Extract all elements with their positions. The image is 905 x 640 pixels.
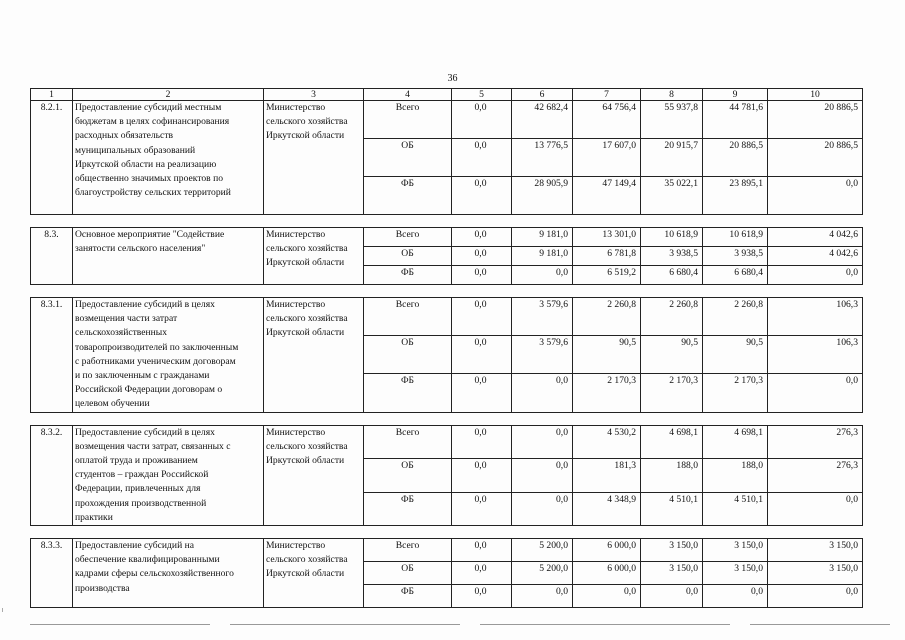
item-title-line: Основное мероприятие "Содействие	[75, 229, 225, 240]
col-header: 1	[31, 89, 73, 101]
value-cell: 0,0	[768, 492, 863, 525]
item-code: 8.3.3.	[31, 539, 73, 608]
value-cell: 276,3	[768, 425, 863, 458]
item-title-line: обеспечение квалифицированными	[75, 554, 220, 566]
value-cell: 6 781,8	[573, 247, 641, 266]
col-header: 4	[364, 89, 452, 101]
executor-line: Иркутской области	[266, 327, 345, 339]
column-number-header	[31, 89, 863, 101]
value-cell: 0,0	[768, 374, 863, 412]
value-cell: 188,0	[703, 459, 768, 492]
page-number: 36	[447, 73, 458, 84]
value-cell: 0,0	[703, 585, 768, 608]
item-title-line: муниципальных образований	[75, 144, 196, 156]
value-cell: 2 170,3	[573, 374, 641, 412]
value-cell: 47 149,4	[573, 177, 641, 215]
item-title-line: общественно значимых проектов по	[75, 173, 224, 185]
value-cell: 0,0	[452, 425, 512, 458]
value-cell: 0,0	[452, 228, 512, 247]
footer-rule	[230, 624, 460, 625]
funding-source: ФБ	[364, 266, 452, 285]
item-title-line: сельскохозяйственных	[75, 327, 168, 339]
item-title-line: и по заключенным с гражданами	[75, 370, 210, 382]
item-title-line: Предоставление субсидий местным	[75, 102, 222, 113]
value-cell: 6 000,0	[573, 539, 641, 562]
executor	[264, 228, 364, 285]
value-cell: 3 150,0	[703, 562, 768, 585]
item-title	[73, 298, 264, 413]
value-cell: 2 260,8	[573, 298, 641, 336]
value-cell: 2 170,3	[641, 374, 703, 412]
funding-source: Всего	[364, 425, 452, 458]
funding-source: Всего	[364, 228, 452, 247]
item-title-line: Предоставление субсидий в целях	[75, 299, 215, 310]
funding-source: ОБ	[364, 247, 452, 266]
value-cell: 4 510,1	[703, 492, 768, 525]
item-title	[73, 101, 264, 215]
value-cell: 2 170,3	[703, 374, 768, 412]
item-title-line: кадрами сферы сельскохозяйственного	[75, 568, 234, 580]
executor	[264, 101, 364, 215]
value-cell: 2 260,8	[641, 298, 703, 336]
budget-table	[30, 88, 863, 608]
spacer-cell	[31, 412, 863, 425]
item-title-line: возмещения части затрат, связанных с	[75, 440, 231, 452]
item-title-line: бюджетам в целях софинансирования	[75, 116, 230, 128]
item-title-line: практики	[75, 511, 113, 523]
value-cell: 3 150,0	[641, 562, 703, 585]
spacer-cell	[31, 526, 863, 539]
executor-line: Министерство	[266, 540, 326, 552]
value-cell: 4 530,2	[573, 425, 641, 458]
item-title-line: возмещения части затрат	[75, 313, 178, 325]
item-title-line: Иркутской области на реализацию	[75, 158, 217, 170]
value-cell: 55 937,8	[641, 101, 703, 139]
value-cell: 0,0	[452, 492, 512, 525]
executor	[264, 539, 364, 608]
col-header: 7	[573, 89, 641, 101]
group-spacer	[31, 285, 863, 298]
value-cell: 3 579,6	[512, 298, 573, 336]
scan-mark	[2, 608, 3, 612]
value-cell: 0,0	[768, 585, 863, 608]
funding-source: ФБ	[364, 374, 452, 412]
group-spacer	[31, 526, 863, 539]
funding-source: ОБ	[364, 139, 452, 177]
value-cell: 188,0	[641, 459, 703, 492]
col-header: 5	[452, 89, 512, 101]
col-header: 3	[264, 89, 364, 101]
value-cell: 4 042,6	[768, 228, 863, 247]
value-cell: 3 150,0	[768, 539, 863, 562]
value-cell: 9 181,0	[512, 228, 573, 247]
value-cell: 20 886,5	[703, 139, 768, 177]
funding-source: ОБ	[364, 562, 452, 585]
item-title-line: Предоставление субсидий в целях	[75, 426, 215, 438]
value-cell: 3 938,5	[703, 247, 768, 266]
value-cell: 0,0	[452, 177, 512, 215]
item-code: 8.3.1.	[31, 298, 73, 413]
value-cell: 0,0	[512, 585, 573, 608]
executor	[264, 298, 364, 413]
group-spacer	[31, 412, 863, 425]
executor-line: сельского хозяйства	[266, 243, 348, 255]
value-cell: 42 682,4	[512, 101, 573, 139]
group-spacer	[31, 215, 863, 228]
value-cell: 90,5	[703, 336, 768, 374]
value-cell: 5 200,0	[512, 539, 573, 562]
item-title-line: оплатой труда и проживанием	[75, 455, 198, 467]
col-header: 10	[768, 89, 863, 101]
table-row	[31, 101, 863, 139]
funding-source: ОБ	[364, 459, 452, 492]
item-title	[73, 425, 264, 525]
funding-source: ФБ	[364, 585, 452, 608]
value-cell: 10 618,9	[641, 228, 703, 247]
value-cell: 276,3	[768, 459, 863, 492]
value-cell: 3 150,0	[641, 539, 703, 562]
executor-line: сельского хозяйства	[266, 554, 348, 566]
value-cell: 13 301,0	[573, 228, 641, 247]
executor-line: Иркутской области	[266, 257, 345, 269]
executor-line: сельского хозяйства	[266, 440, 348, 452]
item-title	[73, 539, 264, 608]
value-cell: 0,0	[452, 101, 512, 139]
executor-line: Министерство	[266, 426, 326, 438]
value-cell: 106,3	[768, 336, 863, 374]
value-cell: 4 042,6	[768, 247, 863, 266]
value-cell: 90,5	[573, 336, 641, 374]
item-title-line: Предоставление субсидий на	[75, 540, 194, 552]
item-title-line: с работниками ученическим договорам	[75, 355, 236, 367]
value-cell: 6 680,4	[641, 266, 703, 285]
item-title-line: занятости сельского населения"	[75, 243, 206, 255]
executor-line: сельского хозяйства	[266, 313, 348, 325]
footer-rule	[30, 624, 210, 625]
value-cell: 5 200,0	[512, 562, 573, 585]
value-cell: 4 348,9	[573, 492, 641, 525]
item-title	[73, 228, 264, 285]
item-code: 8.3.	[31, 228, 73, 285]
value-cell: 0,0	[768, 266, 863, 285]
value-cell: 90,5	[641, 336, 703, 374]
value-cell: 6 000,0	[573, 562, 641, 585]
item-title-line: товаропроизводителей по заключенным	[75, 341, 239, 353]
item-title-line: благоустройству сельских территорий	[75, 187, 231, 199]
col-header: 6	[512, 89, 573, 101]
value-cell: 20 886,5	[768, 139, 863, 177]
funding-source: ФБ	[364, 177, 452, 215]
item-title-line: расходных обязательств	[75, 130, 174, 142]
item-title-line: прохождения производственной	[75, 497, 207, 509]
value-cell: 0,0	[452, 266, 512, 285]
item-title-line: Федерации, привлеченных для	[75, 483, 201, 495]
value-cell: 6 680,4	[703, 266, 768, 285]
value-cell: 17 607,0	[573, 139, 641, 177]
value-cell: 4 510,1	[641, 492, 703, 525]
value-cell: 0,0	[512, 374, 573, 412]
value-cell: 0,0	[512, 266, 573, 285]
value-cell: 0,0	[512, 425, 573, 458]
value-cell: 2 260,8	[703, 298, 768, 336]
value-cell: 9 181,0	[512, 247, 573, 266]
executor-line: Иркутской области	[266, 130, 345, 142]
value-cell: 0,0	[452, 336, 512, 374]
value-cell: 20 886,5	[768, 101, 863, 139]
footer-rule	[750, 624, 890, 625]
value-cell: 0,0	[512, 459, 573, 492]
value-cell: 0,0	[452, 298, 512, 336]
value-cell: 23 895,1	[703, 177, 768, 215]
executor-line: сельского хозяйства	[266, 116, 348, 128]
value-cell: 6 519,2	[573, 266, 641, 285]
item-title-line: целевом обучении	[75, 398, 150, 410]
spacer-cell	[31, 215, 863, 228]
footer-rule	[480, 624, 730, 625]
value-cell: 0,0	[452, 539, 512, 562]
value-cell: 35 022,1	[641, 177, 703, 215]
value-cell: 3 150,0	[703, 539, 768, 562]
item-code: 8.3.2.	[31, 425, 73, 525]
value-cell: 20 915,7	[641, 139, 703, 177]
table-row	[31, 425, 863, 458]
value-cell: 0,0	[452, 562, 512, 585]
value-cell: 0,0	[573, 585, 641, 608]
col-header: 8	[641, 89, 703, 101]
value-cell: 0,0	[768, 177, 863, 215]
value-cell: 0,0	[452, 374, 512, 412]
value-cell: 106,3	[768, 298, 863, 336]
executor	[264, 425, 364, 525]
col-header: 2	[73, 89, 264, 101]
item-title-line: Российской Федерации договорам о	[75, 384, 223, 396]
value-cell: 0,0	[452, 247, 512, 266]
executor-line: Министерство	[266, 229, 326, 240]
value-cell: 0,0	[641, 585, 703, 608]
funding-source: Всего	[364, 101, 452, 139]
executor-line: Иркутской области	[266, 455, 345, 467]
item-title-line: студентов – граждан Российской	[75, 469, 209, 481]
funding-source: ФБ	[364, 492, 452, 525]
executor-line: Министерство	[266, 299, 326, 310]
value-cell: 3 579,6	[512, 336, 573, 374]
value-cell: 3 150,0	[768, 562, 863, 585]
value-cell: 44 781,6	[703, 101, 768, 139]
value-cell: 10 618,9	[703, 228, 768, 247]
table-row	[31, 298, 863, 336]
executor-line: Министерство	[266, 102, 326, 113]
table-body	[31, 101, 863, 608]
col-header: 9	[703, 89, 768, 101]
value-cell: 64 756,4	[573, 101, 641, 139]
table-row	[31, 228, 863, 247]
funding-source: Всего	[364, 298, 452, 336]
spacer-cell	[31, 285, 863, 298]
value-cell: 0,0	[452, 139, 512, 177]
table-row	[31, 539, 863, 562]
executor-line: Иркутской области	[266, 568, 345, 580]
value-cell: 3 938,5	[641, 247, 703, 266]
item-code: 8.2.1.	[31, 101, 73, 215]
value-cell: 0,0	[512, 492, 573, 525]
funding-source: Всего	[364, 539, 452, 562]
value-cell: 13 776,5	[512, 139, 573, 177]
value-cell: 0,0	[452, 459, 512, 492]
value-cell: 0,0	[452, 585, 512, 608]
item-title-line: производства	[75, 582, 130, 594]
value-cell: 4 698,1	[703, 425, 768, 458]
funding-source: ОБ	[364, 336, 452, 374]
value-cell: 181,3	[573, 459, 641, 492]
value-cell: 4 698,1	[641, 425, 703, 458]
value-cell: 28 905,9	[512, 177, 573, 215]
